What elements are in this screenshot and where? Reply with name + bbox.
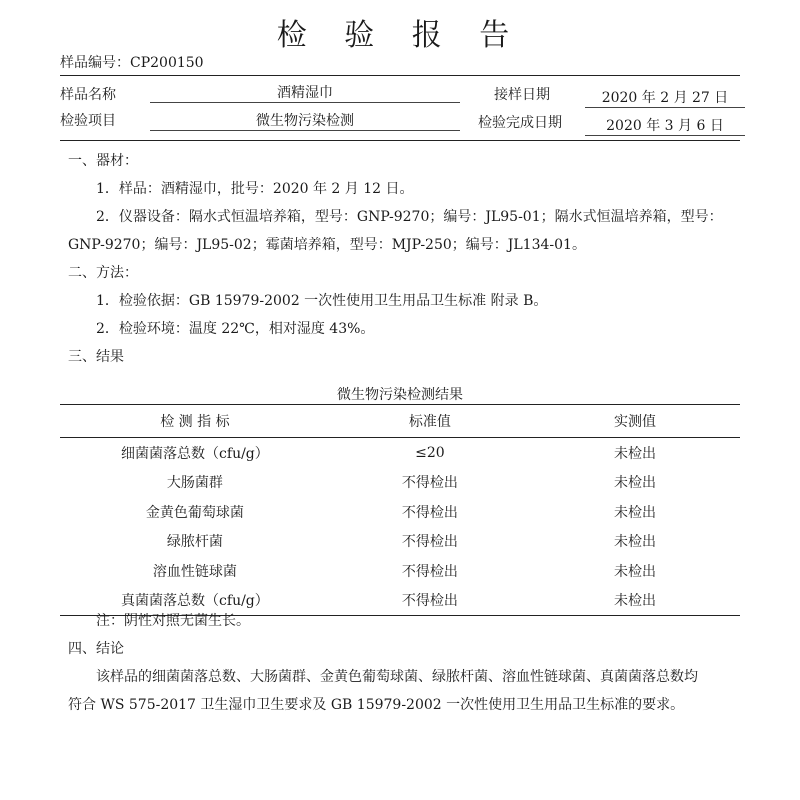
cell-measured: 未检出 <box>614 445 657 462</box>
conclusion-line-1: 该样品的细菌菌落总数、大肠菌群、金黄色葡萄球菌、绿脓杆菌、溶血性链球菌、真菌菌落总数均 <box>96 669 698 685</box>
cell-indicator: 大肠菌群 <box>166 475 223 492</box>
sample-name-label: 样品名称 <box>60 87 116 103</box>
test-item-label: 检验项目 <box>60 113 116 129</box>
table-header-row <box>60 405 740 438</box>
sample-number: 样品编号：CP200150 <box>60 55 204 71</box>
method-item-1: 1．检验依据：GB 15979-2002 一次性使用卫生用品卫生标准 附录 B。 <box>96 293 548 309</box>
conclusion-heading: 四、结论 <box>68 641 124 657</box>
table-row <box>60 438 740 468</box>
header-standard: 标准值 <box>330 405 530 438</box>
receive-date-label: 接样日期 <box>494 87 550 103</box>
cell-indicator: 溶血性链球菌 <box>152 563 237 580</box>
table-row <box>60 497 740 527</box>
cell-standard: 不得检出 <box>401 475 458 492</box>
table-row <box>60 556 740 586</box>
table-note: 注：阴性对照无菌生长。 <box>96 613 250 629</box>
receive-date-value: 2020 年 2 月 27 日 <box>585 87 745 108</box>
cell-measured: 未检出 <box>614 563 657 580</box>
cell-measured: 未检出 <box>614 504 657 521</box>
cell-standard: 不得检出 <box>401 534 458 551</box>
cell-indicator: 绿脓杆菌 <box>166 534 223 551</box>
cell-measured: 未检出 <box>614 475 657 492</box>
equipment-item-2-cont: GNP-9270；编号：JL95-02；霉菌培养箱，型号：MJP-250；编号：JL134-01。 <box>68 237 586 253</box>
table-row <box>60 527 740 557</box>
top-divider <box>60 75 740 76</box>
table-caption: 微生物污染检测结果 <box>337 387 463 403</box>
result-heading: 三、结果 <box>68 349 124 365</box>
test-item-value: 微生物污染检测 <box>150 110 460 131</box>
equipment-item-2: 2．仪器设备：隔水式恒温培养箱，型号：GNP-9270；编号：JL95-01；隔水式恒温培养箱，型号： <box>96 209 723 225</box>
report-title: 检 验 报 告 <box>276 18 524 53</box>
cell-measured: 未检出 <box>614 534 657 551</box>
info-divider <box>60 140 740 141</box>
table-row <box>60 468 740 498</box>
cell-standard: ≤20 <box>415 444 445 461</box>
cell-standard: 不得检出 <box>401 504 458 521</box>
sample-name-value: 酒精湿巾 <box>150 82 460 103</box>
equipment-item-1: 1．样品：酒精湿巾，批号：2020 年 2 月 12 日。 <box>96 181 414 197</box>
cell-indicator: 真菌菌落总数（cfu/g） <box>60 586 330 616</box>
header-indicator: 检 测 指 标 <box>60 405 330 438</box>
cell-measured: 未检出 <box>530 586 740 616</box>
cell-indicator: 金黄色葡萄球菌 <box>145 504 244 521</box>
cell-standard: 不得检出 <box>401 563 458 580</box>
method-heading: 二、方法： <box>68 265 138 281</box>
finish-date-label: 检验完成日期 <box>478 115 562 131</box>
cell-indicator: 细菌菌落总数（cfu/g） <box>121 445 269 462</box>
equipment-heading: 一、器材： <box>68 153 138 169</box>
header-measured: 实测值 <box>530 405 740 438</box>
conclusion-line-2: 符合 WS 575-2017 卫生湿巾卫生要求及 GB 15979-2002 一次性使用卫生用品卫生标准的要求。 <box>68 697 685 713</box>
finish-date-value: 2020 年 3 月 6 日 <box>585 115 745 136</box>
cell-standard: 不得检出 <box>330 586 530 616</box>
method-item-2: 2．检验环境：温度 22℃，相对湿度 43%。 <box>96 321 375 337</box>
results-table <box>60 404 740 616</box>
